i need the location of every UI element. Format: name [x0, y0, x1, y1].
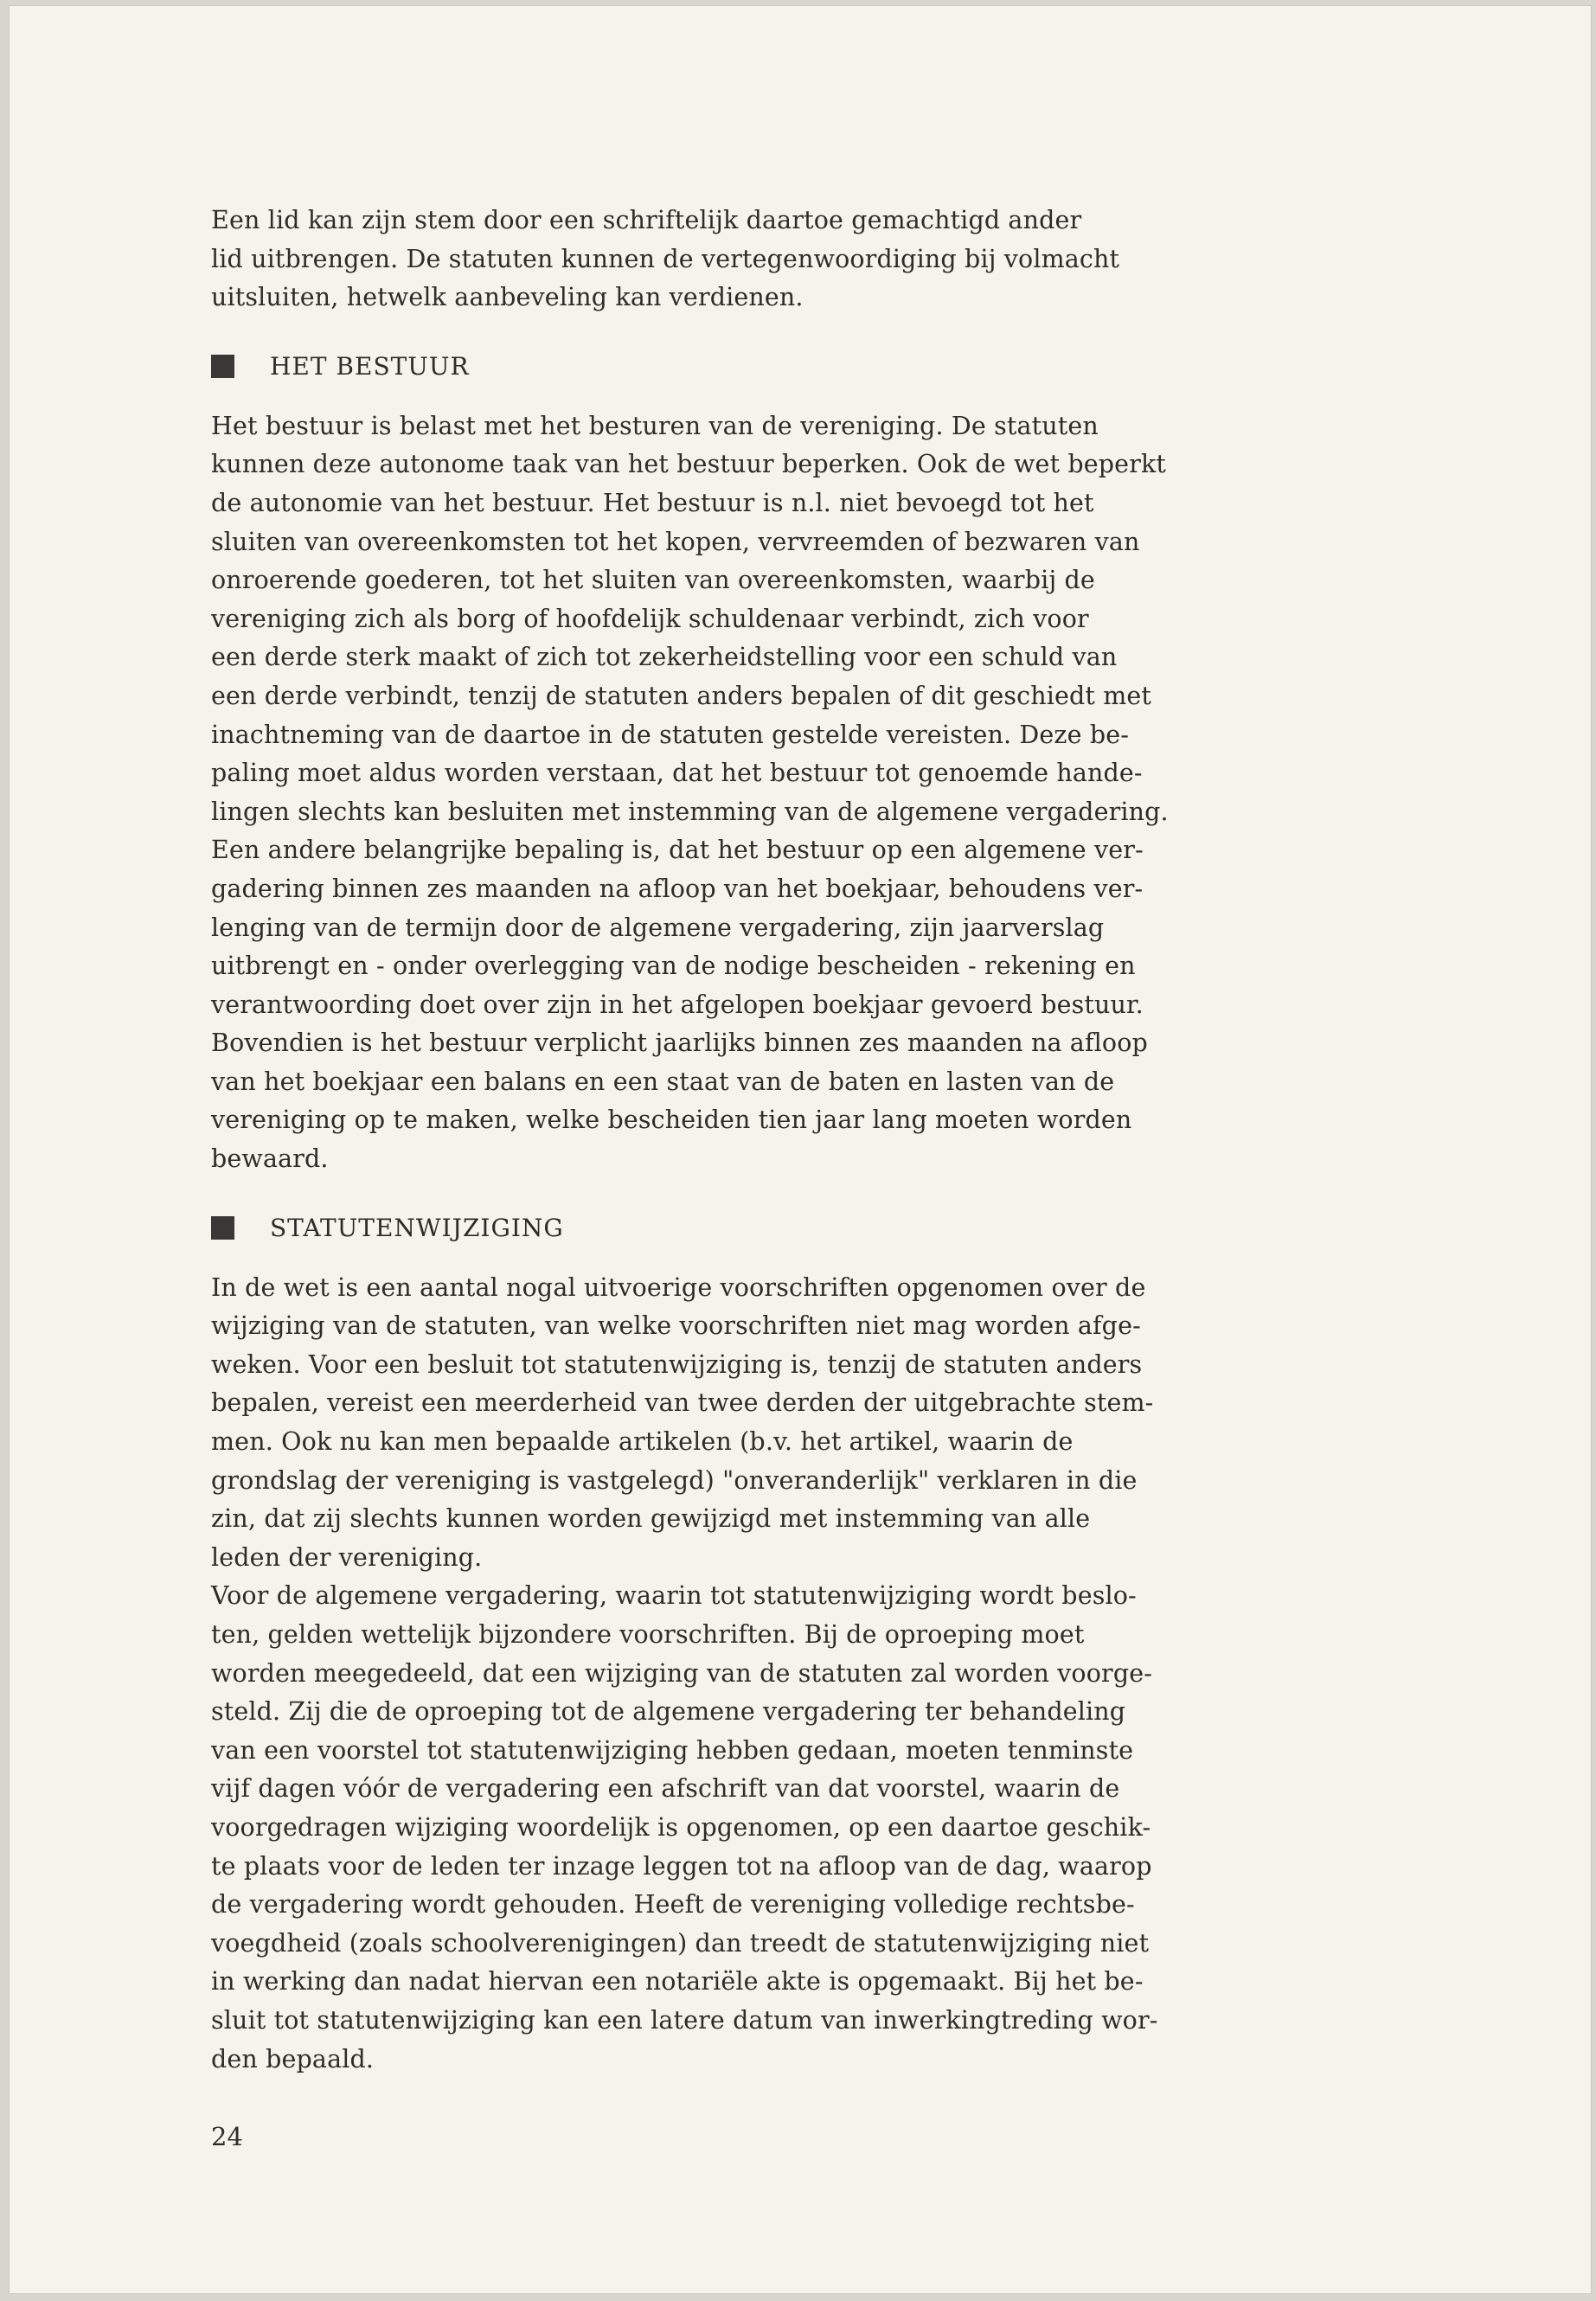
text-line: sluit tot statutenwijziging kan een latere datum van inwerkingtreding wor- — [211, 2005, 1158, 2035]
text-line: Een andere belangrijke bepaling is, dat het bestuur op een algemene ver- — [211, 836, 1144, 865]
page-content — [211, 202, 1457, 2079]
text-line: steld. Zij die de oproeping tot de algemene vergadering ter behandeling — [211, 1697, 1126, 1727]
text-line: een derde verbindt, tenzij de statuten anders bepalen of dit geschiedt met — [211, 681, 1152, 710]
book-page — [9, 5, 1592, 2294]
text-line: onroerende goederen, tot het sluiten van overeenkomsten, waarbij de — [211, 566, 1095, 595]
square-bullet-icon — [211, 355, 234, 378]
text-line: den bepaald. — [211, 2044, 375, 2073]
text-line: bewaard. — [211, 1144, 329, 1174]
text-line: verantwoording doet over zijn in het afgelopen boekjaar gevoerd bestuur. — [211, 990, 1144, 1019]
text-line: vereniging zich als borg of hoofdelijk schuldenaar verbindt, zich voor — [211, 604, 1089, 633]
text-line: zin, dat zij slechts kunnen worden gewijzigd met instemming van alle — [211, 1504, 1091, 1534]
statutenwijziging-paragraph — [211, 1269, 1457, 2079]
text-line: van het boekjaar een balans en een staat van de baten en lasten van de — [211, 1067, 1115, 1096]
square-bullet-icon — [211, 1216, 234, 1240]
section-heading-text: STATUTENWIJZIGING — [270, 1214, 564, 1243]
text-line: uitbrengt en - onder overlegging van de nodige bescheiden - rekening en — [211, 952, 1136, 981]
text-line: lingen slechts kan besluiten met instemming van de algemene vergadering. — [211, 797, 1169, 826]
text-line: vijf dagen vóór de vergadering een afschrift van dat voorstel, waarin de — [211, 1774, 1120, 1804]
text-line: gadering binnen zes maanden na afloop van het boekjaar, behoudens ver- — [211, 874, 1144, 903]
section-heading-text: HET BESTUUR — [270, 352, 470, 381]
text-line: Een lid kan zijn stem door een schriftelijk daartoe gemachtigd ander — [211, 206, 1082, 234]
text-line: men. Ook nu kan men bepaalde artikelen (b.v. het artikel, waarin de — [211, 1427, 1074, 1457]
text-line: grondslag der vereniging is vastgelegd) "onveranderlijk" verklaren in die — [211, 1465, 1138, 1495]
text-line: bepalen, vereist een meerderheid van twee derden der uitgebrachte stem- — [211, 1388, 1154, 1418]
section-heading-bestuur — [211, 347, 1457, 387]
text-line: weken. Voor een besluit tot statutenwijziging is, tenzij de statuten anders — [211, 1349, 1143, 1379]
text-line: van een voorstel tot statutenwijziging hebben gedaan, moeten tenminste — [211, 1735, 1134, 1765]
text-line: te plaats voor de leden ter inzage leggen tot na afloop van de dag, waarop — [211, 1851, 1152, 1881]
text-line: in werking dan nadat hiervan een notariële akte is opgemaakt. Bij het be- — [211, 1967, 1144, 1997]
text-line: een derde sterk maakt of zich tot zekerheidstelling voor een schuld van — [211, 643, 1118, 672]
text-line: In de wet is een aantal nogal uitvoerige voorschriften opgenomen over de — [211, 1272, 1146, 1302]
text-line: kunnen deze autonome taak van het bestuur beperken. Ook de wet beperkt — [211, 450, 1166, 479]
text-line: vereniging op te maken, welke bescheiden tien jaar lang moeten worden — [211, 1106, 1132, 1135]
text-line: lenging van de termijn door de algemene vergadering, zijn jaarverslag — [211, 913, 1105, 942]
text-line: de autonomie van het bestuur. Het bestuur is n.l. niet bevoegd tot het — [211, 488, 1094, 517]
text-line: lid uitbrengen. De statuten kunnen de vertegenwoordiging bij volmacht — [211, 244, 1120, 273]
text-line: Bovendien is het bestuur verplicht jaarlijks binnen zes maanden na afloop — [211, 1029, 1148, 1058]
text-line: inachtneming van de daartoe in de statuten gestelde vereisten. Deze be- — [211, 720, 1130, 749]
section-heading-statutenwijziging — [211, 1208, 1457, 1248]
text-line: voegdheid (zoals schoolverenigingen) dan treedt de statutenwijziging niet — [211, 1928, 1150, 1958]
text-line: wijziging van de statuten, van welke voorschriften niet mag worden afge- — [211, 1311, 1141, 1341]
bestuur-paragraph — [211, 407, 1457, 1179]
page-number: 24 — [211, 2122, 243, 2151]
text-line: Het bestuur is belast met het besturen van de vereniging. De statuten — [211, 411, 1099, 440]
text-line: paling moet aldus worden verstaan, dat het bestuur tot genoemde hande- — [211, 759, 1143, 788]
text-line: Voor de algemene vergadering, waarin tot statutenwijziging wordt beslo- — [211, 1581, 1137, 1611]
text-line: uitsluiten, hetwelk aanbeveling kan verdienen. — [211, 283, 804, 312]
text-line: sluiten van overeenkomsten tot het kopen, vervreemden of bezwaren van — [211, 527, 1140, 556]
text-line: de vergadering wordt gehouden. Heeft de vereniging volledige rechtsbe- — [211, 1890, 1135, 1920]
text-line: leden der vereniging. — [211, 1542, 483, 1572]
intro-paragraph — [211, 202, 1457, 317]
text-line: worden meegedeeld, dat een wijziging van de statuten zal worden voorge- — [211, 1658, 1153, 1688]
text-line: ten, gelden wettelijk bijzondere voorschriften. Bij de oproeping moet — [211, 1620, 1085, 1649]
text-line: voorgedragen wijziging woordelijk is opgenomen, op een daartoe geschik- — [211, 1812, 1151, 1842]
